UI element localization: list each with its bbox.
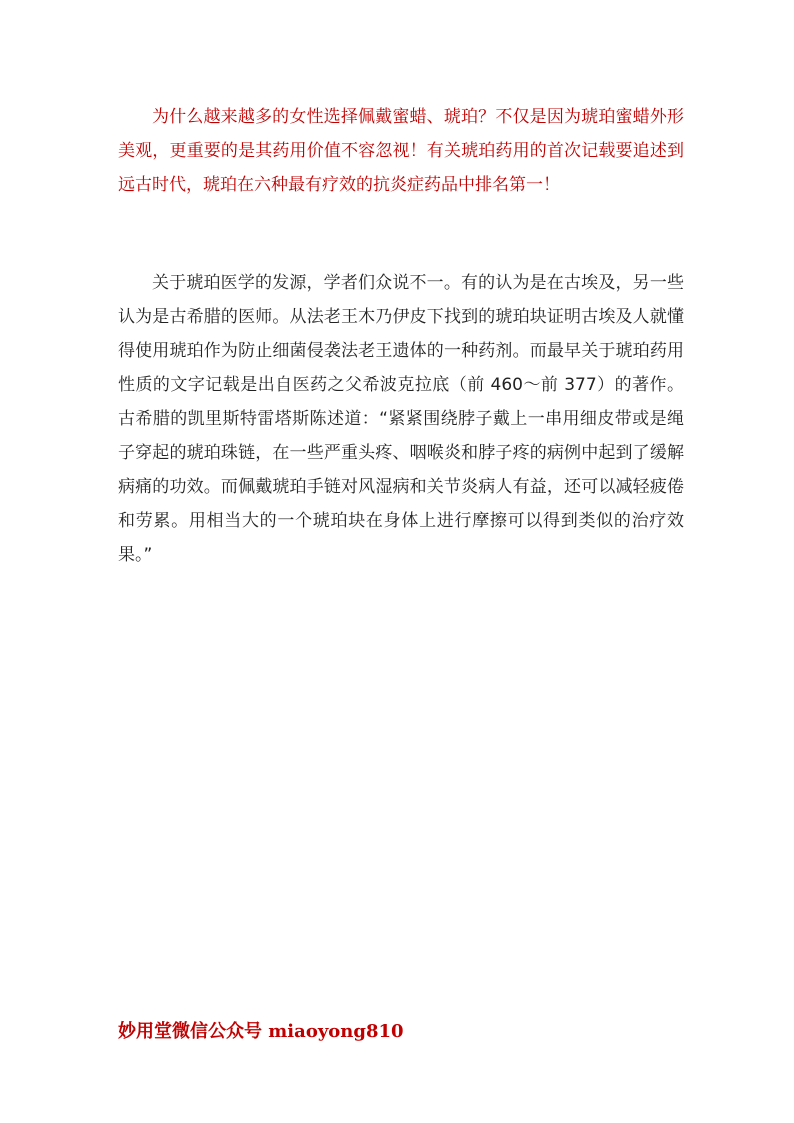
intro-paragraph: 为什么越来越多的女性选择佩戴蜜蜡、琥珀？不仅是因为琥珀蜜蜡外形美观，更重要的是其药用价值不容忽视！有关琥珀药用的首次记载要追述到远古时代，琥珀在六种最有疗效的抗炎症药品中排名第一！ (118, 107, 684, 195)
footer-wechat-account: 妙用堂微信公众号 miaoyong810 (118, 1021, 404, 1042)
body-paragraph: 关于琥珀医学的发源，学者们众说不一。有的认为是在古埃及，另一些认为是古希腊的医师。从法老王木乃伊皮下找到的琥珀块证明古埃及人就懂得使用琥珀作为防止细菌侵袭法老王遗体的一种药剂。而最早关于琥珀药用性质的文字记载是出自医药之父希波克拉底（前 460～前 377）的著作。古希腊的凯里斯特雷塔斯陈述道：“紧紧围绕脖子戴上一串用细皮带或是绳子穿起的琥珀珠链，在一些严重头疼、咽喉炎和脖子疼的病例中起到了缓解病痛的功效。而佩戴琥珀手链对风湿病和关节炎病人有益，还可以减轻疲倦和劳累。用相当大的一个琥珀块在身体上进行摩擦可以得到类似的治疗效果。” (118, 273, 684, 565)
